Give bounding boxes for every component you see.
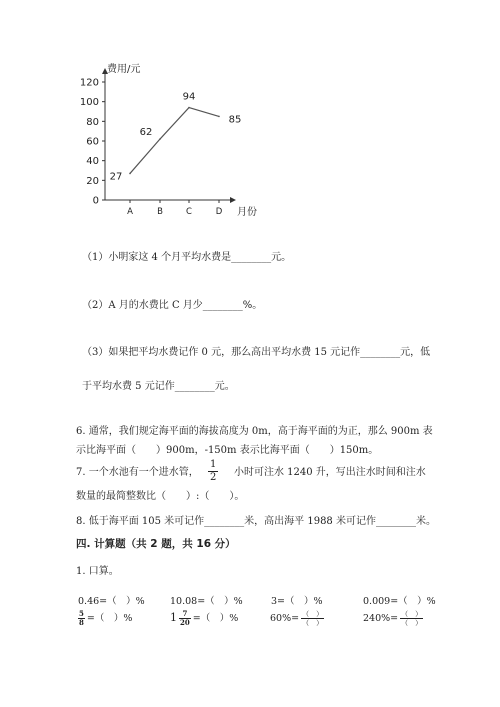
calc-r1c1: 0.46=（ ）% — [78, 596, 145, 607]
problem-6-line-1: 6. 通常，我们规定海平面的海拔高度为 0m，高于海平面的为正，那么 900m 表 — [76, 426, 433, 437]
y-tick-label-40: 40 — [86, 156, 99, 168]
calc-r2c2-rest: =（ ）% — [192, 613, 239, 624]
data-label-D: 85 — [228, 114, 242, 126]
y-tick-label-20: 20 — [86, 175, 99, 187]
problem-7-fraction-denominator: 2 — [210, 472, 217, 483]
calc-r2c4-denominator: （ ） — [401, 619, 423, 627]
calc-r1c2: 10.08=（ ）% — [170, 596, 243, 607]
problem-8: 8. 低于海平面 105 米可记作________米，高出海平 1988 米可记作________米。 — [76, 516, 436, 527]
question-2: （2）A 月的水费比 C 月少________%。 — [82, 300, 263, 311]
x-tick-label-D: D — [215, 207, 223, 217]
question-1: （1）小明家这 4 个月平均水费是________元。 — [82, 252, 292, 263]
y-tick-label-120: 120 — [79, 77, 99, 89]
calc-r2c4-fraction — [400, 610, 423, 627]
calc-r2c4-numerator: （ ） — [401, 610, 423, 618]
calc-r2c3-fraction — [301, 610, 324, 627]
data-label-A: 27 — [109, 171, 123, 183]
section-4-title: 四. 计算题（共 2 题，共 16 分） — [76, 538, 236, 550]
calc-r2c2-denominator: 20 — [180, 618, 190, 627]
y-tick-label-0: 0 — [92, 195, 99, 207]
question-3-line-2: 于平均水费 5 元记作________元。 — [82, 381, 235, 392]
problem-7-fraction — [208, 459, 218, 484]
problem-7-part-b: 小时可注水 1240 升，写出注水时间和注水 — [234, 467, 426, 478]
calc-r2c3-numerator: （ ） — [302, 610, 324, 618]
x-tick-label-A: A — [127, 207, 133, 217]
calc-r2c4 — [363, 610, 425, 627]
data-label-B: 62 — [139, 127, 153, 139]
x-tick-label-C: C — [186, 207, 192, 217]
section-4-subtitle: 1. 口算。 — [76, 566, 119, 577]
y-tick-label-80: 80 — [86, 116, 99, 128]
calc-r2c3 — [270, 610, 326, 627]
calc-r2c2-fraction — [179, 610, 191, 627]
calc-r2c2 — [170, 610, 238, 627]
problem-7-fraction-numerator: 1 — [210, 459, 217, 470]
calc-r2c2-numerator: 7 — [179, 610, 191, 619]
data-point-B — [159, 138, 161, 140]
calc-r1c4: 0.009=（ ）% — [363, 596, 436, 607]
x-tick-label-B: B — [157, 207, 163, 217]
water-fee-line-chart — [70, 58, 270, 218]
data-point-D — [218, 116, 220, 118]
data-label-C: 94 — [182, 91, 196, 103]
problem-7-line-2: 数量的最简整数比（ ）:（ ）。 — [76, 491, 245, 502]
calc-r2c4-prefix: 240%= — [363, 613, 399, 624]
problem-6-line-2: 示比海平面（ ）900m，-150m 表示比海平面（ ）150m。 — [76, 445, 379, 456]
calc-r1c3: 3=（ ）% — [271, 596, 323, 607]
calc-r2c1 — [76, 610, 132, 627]
calc-r2c1-fraction — [78, 610, 85, 627]
problem-7-part-a: 7. 一个水池有一个进水管， — [76, 467, 199, 478]
calc-r2c3-denominator: （ ） — [302, 619, 324, 627]
calc-r2c1-rest: =（ ）% — [86, 613, 133, 624]
calc-r2c1-denominator: 8 — [79, 618, 84, 627]
calc-r2c1-numerator: 5 — [79, 609, 84, 618]
series-line — [130, 108, 219, 174]
data-point-A — [129, 173, 131, 175]
x-axis-arrow — [230, 197, 236, 203]
y-tick-label-60: 60 — [86, 136, 99, 148]
question-3-line-1: （3）如果把平均水费记作 0 元，那么高出平均水费 15 元记作________元，低 — [82, 347, 431, 358]
x-axis-title: 月份 — [237, 207, 257, 218]
y-tick-label-100: 100 — [79, 97, 99, 109]
data-point-C — [188, 107, 190, 109]
calc-r2c2-whole: 1 — [170, 611, 177, 624]
calc-r2c3-prefix: 60%= — [270, 613, 300, 624]
y-axis-title: 费用/元 — [107, 64, 141, 75]
